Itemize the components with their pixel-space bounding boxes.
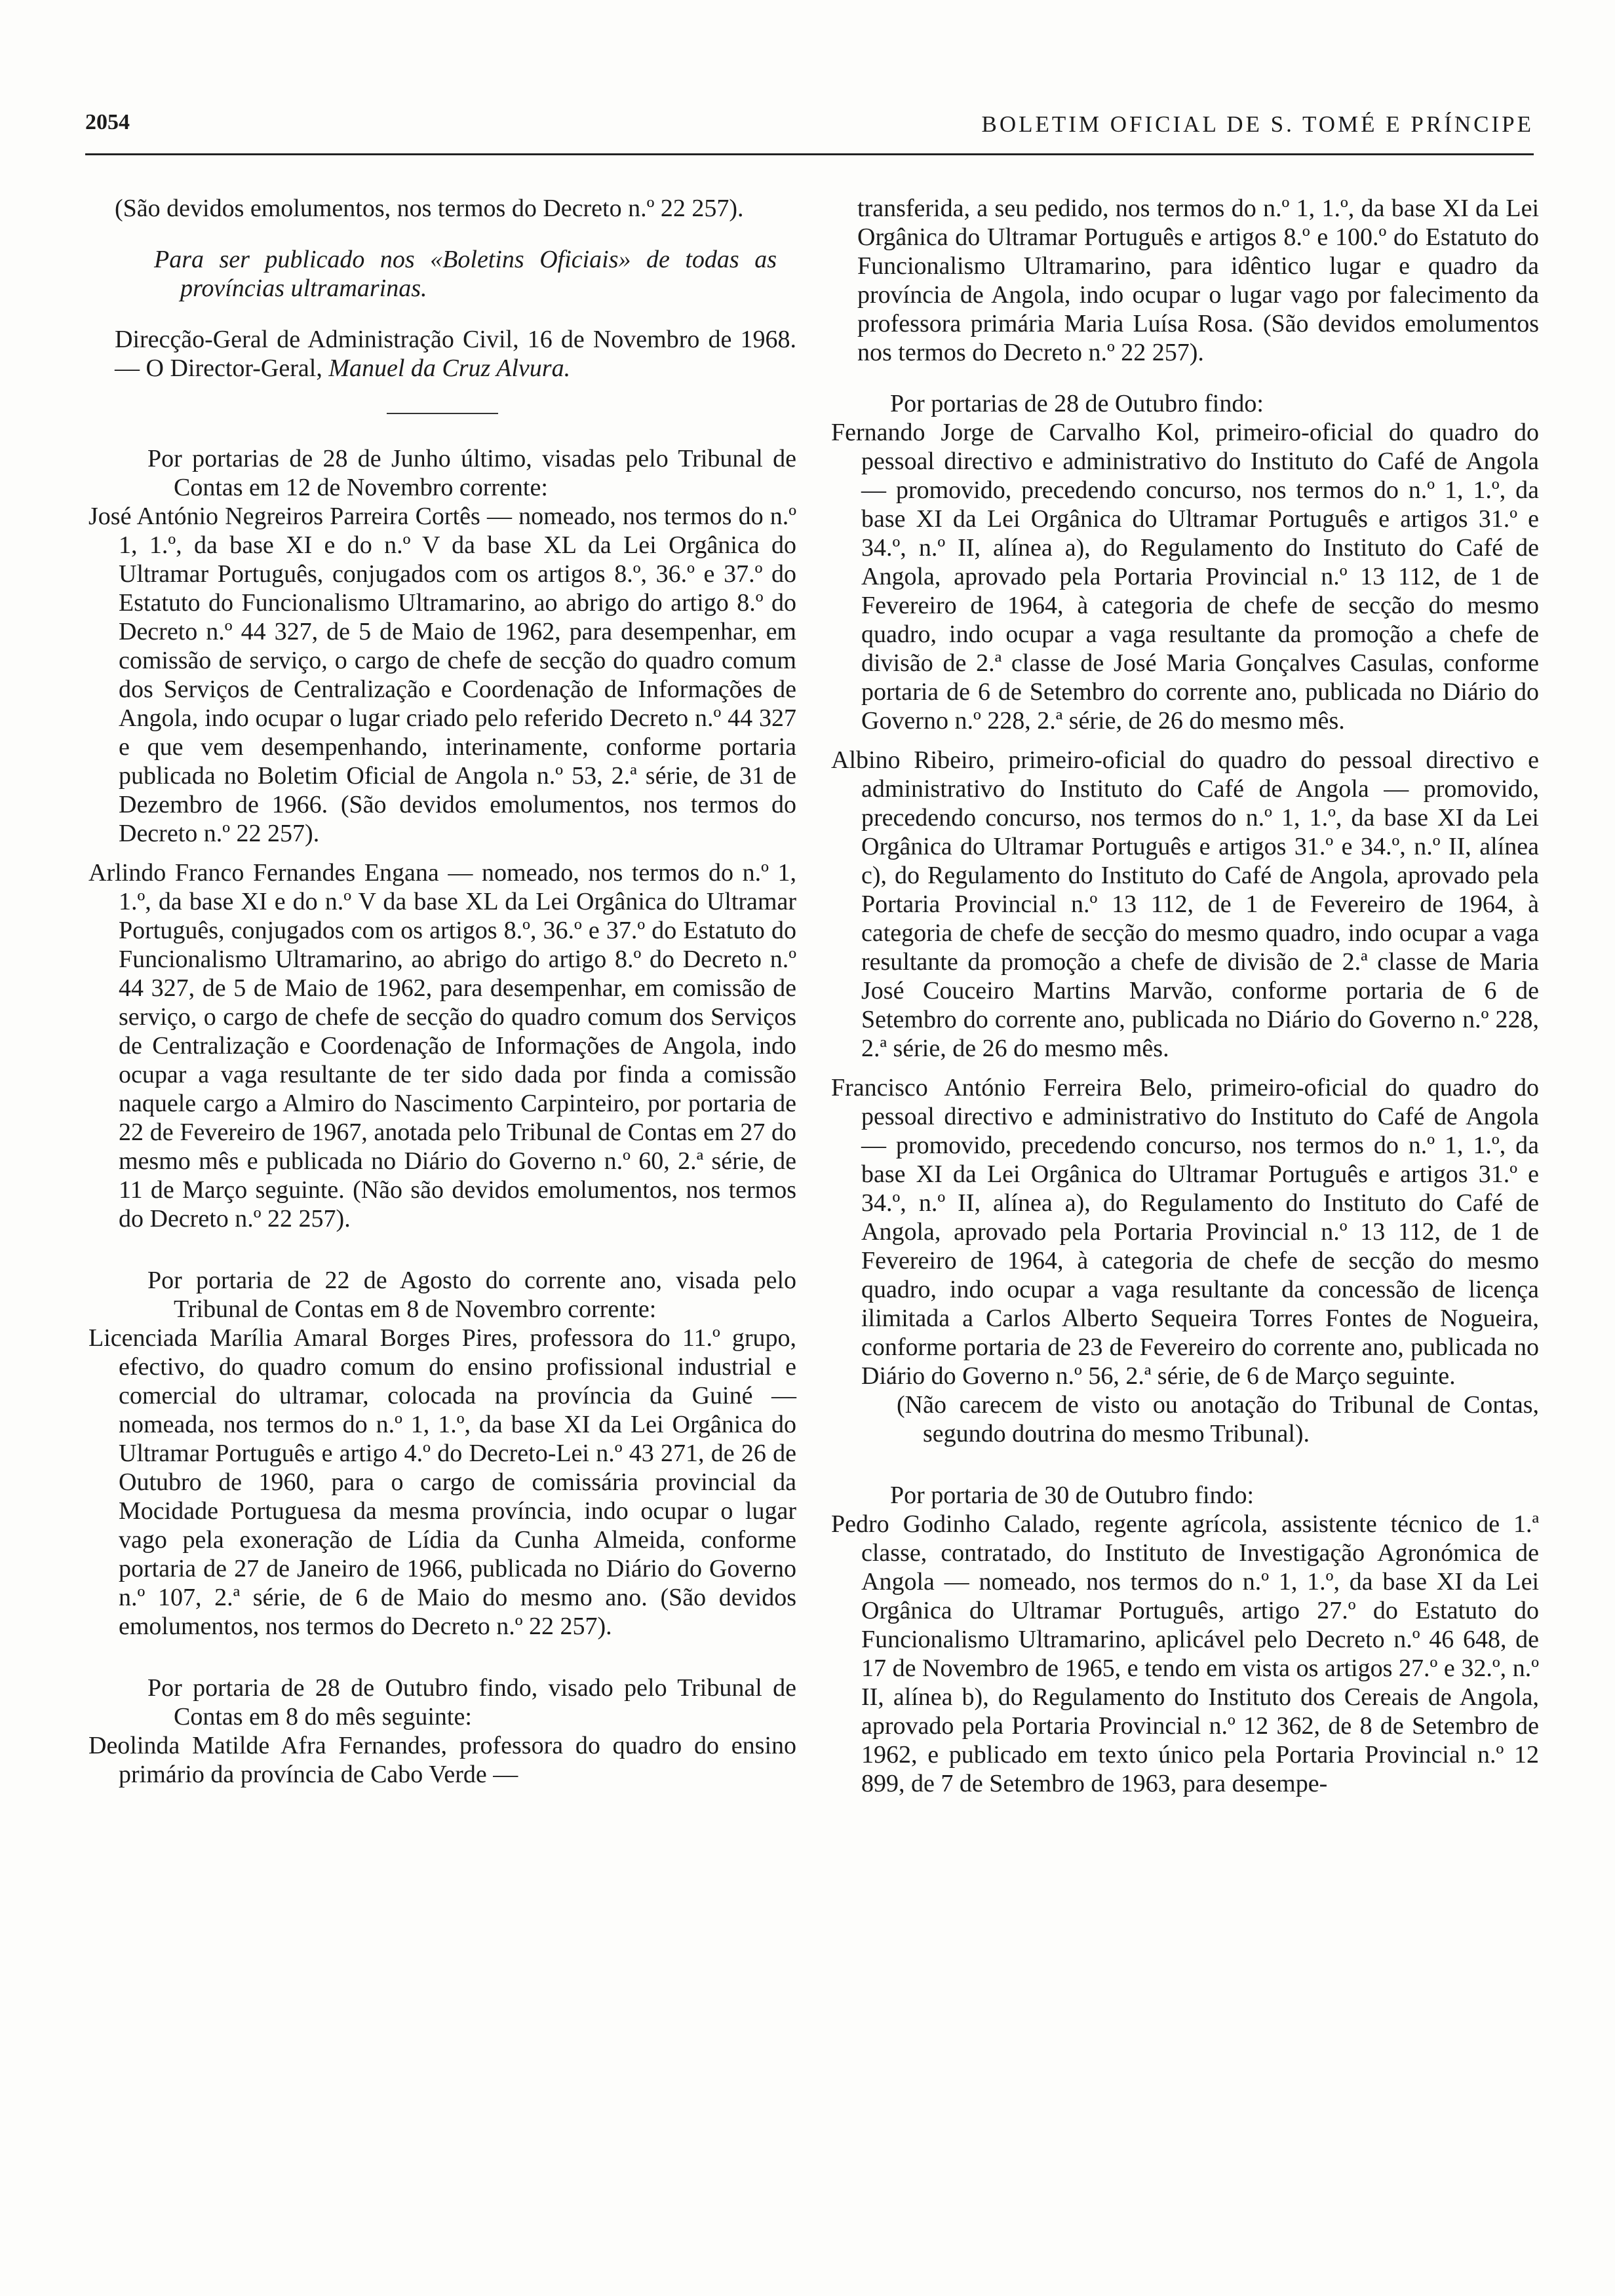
tribunal-note: (Não carecem de visto ou anotação do Tribunal de Contas, segundo doutrina do mesmo Tribunal). [897,1391,1539,1447]
signature-name: Manuel da Cruz Alvura. [328,354,571,382]
signature-line-text: Direcção-Geral de Administração Civil, 16 de Novembro de 1968. — O Director-Geral, [115,326,796,382]
page-number: 2054 [85,110,130,134]
header-rule [85,153,1534,155]
entry-fernando-jorge: Fernando Jorge de Carvalho Kol, primeiro-oficial do quadro do pessoal directivo e administrativo do Instituto do Café de Angola — promovido, precedendo concurso, nos termos do n.º 1, 1.º, da base XI da Lei Orgânica do Ultramar Português e artigos 31.º e 34.º, n.º II, alínea a), do Regulamento do Instituto do Café de Angola, aprovado pela Portaria Provincial n.º 13 112, de 1 de Fevereiro de 1964, à categoria de chefe de secção do mesmo quadro, indo ocupar a vaga resultante da promoção a chefe de divisão de 2.ª classe de José Maria Gonçalves Casulas, conforme portaria de 6 de Setembro do corrente ano, publicada no Diário do Governo n.º 228, 2.ª série, de 26 do mesmo mês. [831,419,1539,735]
entry-jose-antonio: José António Negreiros Parreira Cortês — nomeado, nos termos do n.º 1, 1.º, da base XI e do n.º V da base XL da Lei Orgânica do Ultramar Português, conjugados com os artigos 8.º, 36.º e 37.º do Estatuto do Funcionalismo Ultramarino, ao abrigo do artigo 8.º do Decreto n.º 44 327, de 5 de Maio de 1962, para desempenhar, em comissão de serviço, o cargo de chefe de secção do quadro comum dos Serviços de Centralização e Coordenação de Informações de Angola, indo ocupar o lugar criado pelo referido Decreto n.º 44 327 e que vem desempenhando, interinamente, conforme portaria publicada no Boletim Oficial de Angola n.º 53, 2.ª série, de 31 de Dezembro de 1966. (São devidos emolumentos, nos termos do Decreto n.º 22 257). [88,503,796,847]
heading-1: Por portarias de 28 de Junho último, visadas pelo Tribunal de Contas em 12 de Novembro corrente: [147,445,796,501]
running-title: BOLETIM OFICIAL DE S. TOMÉ E PRÍNCIPE [981,111,1534,137]
section-separator [387,413,498,414]
intro-note: (São devidos emolumentos, nos termos do Decreto n.º 22 257). [115,195,744,222]
entry-albino-ribeiro: Albino Ribeiro, primeiro-oficial do quadro do pessoal directivo e administrativo do Instituto do Café de Angola — promovido, precedendo concurso, nos termos do n.º 1, 1.º, da base XI da Lei Orgânica do Ultramar Português e artigos 31.º e 34.º, n.º II, alínea c), do Regulamento do Instituto do Café de Angola, aprovado pela Portaria Provincial n.º 13 112, de 1 de Fevereiro de 1964, à categoria de chefe de secção do mesmo quadro, indo ocupar a vaga resultante da promoção a chefe de divisão de 2.ª classe de Maria José Couceiro Martins Marvão, conforme portaria de 6 de Setembro do corrente ano, publicada no Diário do Governo n.º 228, 2.ª série, de 26 do mesmo mês. [831,746,1539,1062]
entry-deolinda-matilde: Deolinda Matilde Afra Fernandes, professora do quadro do ensino primário da província de Cabo Verde — [88,1732,796,1788]
right-column [831,194,1539,1798]
entry-marilia-amaral: Licenciada Marília Amaral Borges Pires, professora do 11.º grupo, efectivo, do quadro comum do ensino profissional industrial e comercial do ultramar, colocada na província da Guiné — nomeada, nos termos do n.º 1, 1.º, da base XI da Lei Orgânica do Ultramar Português e artigo 4.º do Decreto-Lei n.º 43 271, de 26 de Outubro de 1960, para o cargo de comissária provincial da Mocidade Portuguesa da mesma província, indo ocupar o lugar vago pela exoneração de Lídia da Cunha Almeida, conforme portaria de 27 de Janeiro de 1966, publicada no Diário do Governo n.º 107, 2.ª série, de 6 de Maio do mesmo ano. (São devidos emolumentos, nos termos do Decreto n.º 22 257). [88,1324,796,1640]
entry-pedro-godinho: Pedro Godinho Calado, regente agrícola, assistente técnico de 1.ª classe, contratado, do Instituto de Investigação Agronómica de Angola — nomeado, nos termos do n.º 1, 1.º, da base XI da Lei Orgânica do Ultramar Português, artigo 27.º do Estatuto do Funcionalismo Ultramarino, aplicável pelo Decreto n.º 46 648, de 17 de Novembro de 1965, e tendo em vista os artigos 27.º e 32.º, n.º II, alínea b), do Regulamento do Instituto dos Cereais de Angola, aprovado pela Portaria Provincial n.º 12 362, de 8 de Setembro de 1962, e publicado em texto único pela Portaria Provincial n.º 12 899, de 7 de Setembro de 1963, para desempe- [831,1510,1539,1797]
signature-line [88,325,796,383]
heading-5: Por portaria de 30 de Outubro findo: [890,1482,1255,1509]
page-header [85,110,1534,151]
heading-3: Por portaria de 28 de Outubro findo, visado pelo Tribunal de Contas em 8 do mês seguinte: [147,1674,796,1731]
entry-francisco-antonio: Francisco António Ferreira Belo, primeiro-oficial do quadro do pessoal directivo e administrativo do Instituto do Café de Angola — promovido, precedendo concurso, nos termos do n.º 1, 1.º, da base XI da Lei Orgânica do Ultramar Português e artigos 31.º e 34.º, n.º II, alínea a), do Regulamento do Instituto do Café de Angola, aprovado pela Portaria Provincial n.º 13 112, de 1 de Fevereiro de 1964, à categoria de chefe de secção do mesmo quadro, indo ocupar a vaga resultante da concessão de licença ilimitada a Carlos Alberto Sequeira Torres Fontes de Nogueira, conforme portaria de 23 de Fevereiro do corrente ano, publicada no Diário do Governo n.º 56, 2.ª série, de 6 de Março seguinte. [831,1074,1539,1390]
publish-note: Para ser publicado nos «Boletins Oficiais» de todas as províncias ultramarinas. [154,246,777,302]
left-column [88,194,796,1789]
continuation-paragraph: transferida, a seu pedido, nos termos do n.º 1, 1.º, da base XI da Lei Orgânica do Ultramar Português e artigos 8.º e 100.º do Estatuto do Funcionalismo Ultramarino, para idêntico lugar e quadro da província de Angola, indo ocupar o lugar vago por falecimento da professora primária Maria Luísa Rosa. (São devidos emolumentos nos termos do Decreto n.º 22 257). [857,195,1539,366]
entry-arlindo-franco: Arlindo Franco Fernandes Engana — nomeado, nos termos do n.º 1, 1.º, da base XI e do n.º V da base XL da Lei Orgânica do Ultramar Português, conjugados com os artigos 8.º, 36.º e 37.º do Estatuto do Funcionalismo Ultramarino, ao abrigo do artigo 8.º do Decreto n.º 44 327, de 5 de Maio de 1962, para desempenhar, em comissão de serviço, o cargo de chefe de secção do quadro comum dos Serviços de Centralização e Coordenação de Informações de Angola, indo ocupar a vaga resultante de ter sido dada por finda a comissão naquele cargo a Almiro do Nascimento Carpinteiro, por portaria de 22 de Fevereiro de 1967, anotada pelo Tribunal de Contas em 27 do mesmo mês e publicada no Diário do Governo n.º 60, 2.ª série, de 11 de Março seguinte. (Não são devidos emolumentos, nos termos do Decreto n.º 22 257). [88,859,796,1233]
heading-4: Por portarias de 28 de Outubro findo: [890,390,1264,417]
heading-2: Por portaria de 22 de Agosto do corrente ano, visada pelo Tribunal de Contas em 8 de Novembro corrente: [147,1267,796,1323]
